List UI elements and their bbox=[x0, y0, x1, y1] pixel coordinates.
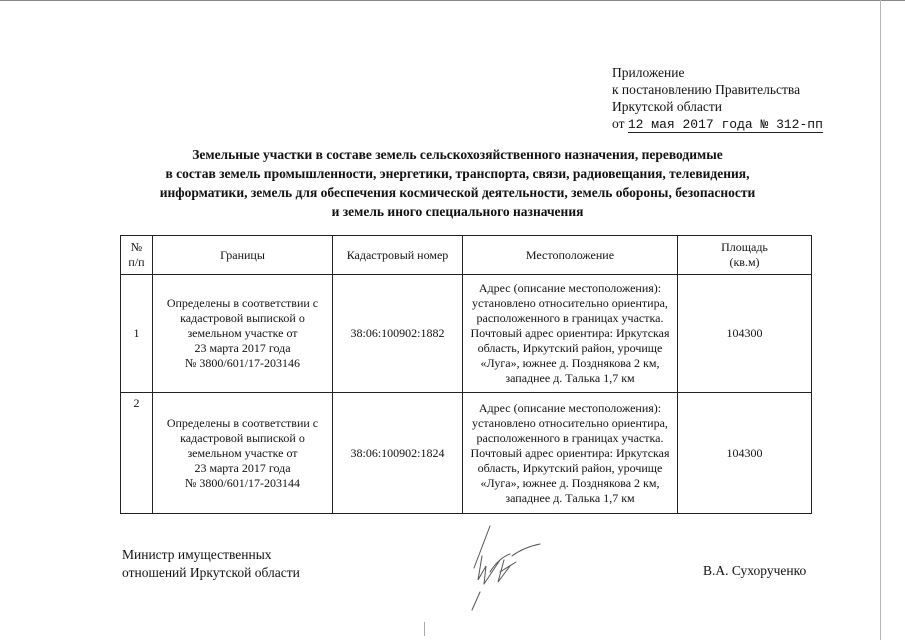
location-line: западнее д. Талька 1,7 км bbox=[505, 490, 635, 505]
table-row bbox=[121, 275, 812, 393]
date-stamp: 12 мая 2017 года № 312-пп bbox=[627, 117, 823, 132]
title-line-2: в состав земель промышленности, энергетики, транспорта, связи, радиовещания, телевидения, bbox=[165, 166, 750, 181]
header-num-line-1: № bbox=[130, 240, 143, 254]
row-area: 104300 bbox=[678, 393, 812, 514]
row-num: 1 bbox=[121, 275, 153, 393]
table-row bbox=[121, 393, 812, 514]
header-num bbox=[121, 236, 153, 275]
header-location: Местоположение bbox=[463, 236, 678, 275]
location-line: Адрес (описание местоположения): bbox=[478, 400, 662, 415]
location-line: установлено относительно ориентира, bbox=[472, 296, 668, 310]
location-line: «Луга», южнее д. Позднякова 2 км, bbox=[480, 356, 660, 370]
location-line: Почтовый адрес ориентира: Иркутская bbox=[470, 445, 670, 460]
appendix-line-1: Приложение bbox=[612, 65, 685, 80]
handwritten-signature bbox=[460, 522, 565, 617]
location-line: расположенного в границах участка. bbox=[476, 311, 664, 325]
location-line: расположенного в границах участка. bbox=[476, 430, 664, 445]
signatory-name: В.А. Сухорученко bbox=[703, 563, 807, 578]
page-top-edge bbox=[0, 0, 905, 1]
row-cadastral: 38:06:100902:1824 bbox=[333, 393, 463, 514]
date-prefix: от bbox=[612, 116, 625, 131]
title-line-4: и земель иного специального назначения bbox=[331, 204, 584, 219]
borders-line: земельном участке от bbox=[187, 326, 298, 340]
borders-line: земельном участке от bbox=[187, 445, 298, 460]
borders-line: Определены в соответствии с bbox=[166, 296, 319, 310]
location-line: область, Иркутский район, урочище bbox=[477, 341, 663, 355]
appendix-line-3: Иркутской области bbox=[612, 99, 723, 114]
location-line: область, Иркутский район, урочище bbox=[477, 460, 663, 475]
row-area: 104300 bbox=[678, 275, 812, 393]
position-line-2: отношений Иркутской области bbox=[122, 565, 300, 580]
borders-line: кадастровой выпиской о bbox=[180, 311, 305, 325]
borders-line: Определены в соответствии с bbox=[166, 415, 319, 430]
borders-line: 23 марта 2017 года bbox=[194, 341, 291, 355]
header-num-line-2: п/п bbox=[128, 255, 145, 269]
row-location bbox=[463, 393, 678, 514]
row-borders bbox=[153, 393, 333, 514]
borders-line: № 3800/601/17-203146 bbox=[184, 356, 301, 370]
location-line: Адрес (описание местоположения): bbox=[478, 281, 662, 295]
header-cadastral: Кадастровый номер bbox=[333, 236, 463, 275]
land-plots-table bbox=[120, 235, 812, 514]
position-line-1: Министр имущественных bbox=[122, 547, 272, 562]
header-borders: Границы bbox=[153, 236, 333, 275]
borders-line: № 3800/601/17-203144 bbox=[184, 475, 301, 490]
header-area-line-2: (кв.м) bbox=[729, 255, 760, 269]
scan-mark bbox=[424, 622, 425, 636]
document-title bbox=[100, 145, 815, 221]
location-line: «Луга», южнее д. Позднякова 2 км, bbox=[480, 475, 660, 490]
signatory-position bbox=[122, 546, 300, 582]
borders-line: кадастровой выпиской о bbox=[180, 430, 305, 445]
appendix-block bbox=[612, 64, 823, 133]
title-line-1: Земельные участки в составе земель сельскохозяйственного назначения, переводимые bbox=[192, 147, 723, 162]
location-line: установлено относительно ориентира, bbox=[472, 415, 668, 430]
header-area-line-1: Площадь bbox=[721, 240, 768, 254]
borders-line: 23 марта 2017 года bbox=[194, 460, 291, 475]
header-area bbox=[678, 236, 812, 275]
page-right-edge bbox=[880, 0, 881, 640]
row-borders bbox=[153, 275, 333, 393]
location-line: Почтовый адрес ориентира: Иркутская bbox=[470, 326, 670, 340]
row-cadastral: 38:06:100902:1882 bbox=[333, 275, 463, 393]
row-num: 2 bbox=[121, 393, 153, 514]
location-line: западнее д. Талька 1,7 км bbox=[505, 371, 635, 385]
row-location bbox=[463, 275, 678, 393]
appendix-line-2: к постановлению Правительства bbox=[612, 82, 801, 97]
appendix-date-line bbox=[612, 115, 823, 133]
table-header-row bbox=[121, 236, 812, 275]
title-line-3: информатики, земель для обеспечения космической деятельности, земель обороны, безопасности bbox=[159, 185, 756, 200]
